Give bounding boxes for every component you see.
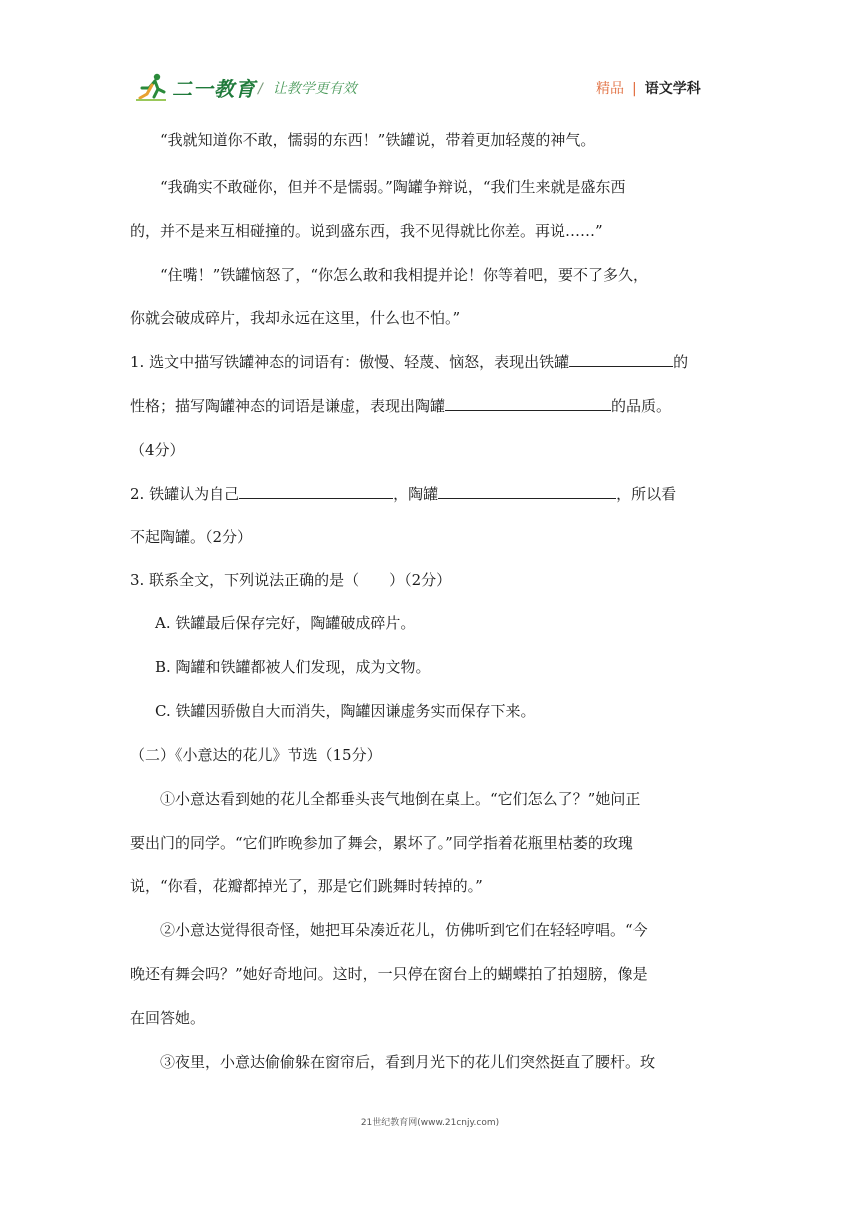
paragraph-line: 说，“你看，花瓣都掉光了，那是它们跳舞时转掉的。” [130, 877, 483, 895]
paragraph-line: ②小意达觉得很奇怪，她把耳朵凑近花儿，仿佛听到它们在轻轻哼唱。“今 [160, 921, 648, 939]
paragraph-line: “住嘴！”铁罐恼怒了，“你怎么敢和我相提并论！你等着吧，要不了多久， [160, 266, 649, 284]
option-c[interactable]: C. 铁罐因骄傲自大而消失，陶罐因谦虚务实而保存下来。 [155, 702, 536, 720]
question-text: 性格；描写陶罐神态的词语是谦虚，表现出陶罐 [130, 397, 446, 415]
question-1-line-2 [130, 392, 730, 420]
page-header [0, 0, 860, 110]
answer-blank[interactable] [445, 392, 611, 411]
paragraph-line: “我就知道你不敢，懦弱的东西！”铁罐说，带着更加轻蔑的神气。 [160, 131, 596, 149]
answer-blank[interactable] [569, 348, 673, 367]
question-text: 的品质。 [611, 397, 672, 415]
tag-separator: | [632, 81, 637, 97]
header-tag [596, 78, 701, 98]
slogan-separator: / [258, 81, 263, 97]
question-text: 1. 选文中描写铁罐神态的词语有：傲慢、轻蔑、恼怒，表现出铁罐 [130, 353, 570, 371]
brand-name: 二一教育 [172, 76, 256, 101]
section-title: （二）《小意达的花儿》节选（15分） [130, 746, 382, 764]
paragraph-line: 的，并不是来互相碰撞的。说到盛东西，我不见得就比你差。再说……” [130, 222, 603, 240]
subject-tag: 语文学科 [644, 81, 701, 97]
question-2-line-2: 不起陶罐。（2分） [130, 528, 253, 546]
question-1-line-1 [130, 348, 730, 376]
paragraph-line: “我确实不敢碰你，但并不是懦弱。”陶罐争辩说，“我们生来就是盛东西 [160, 178, 626, 196]
question-text: 2. 铁罐认为自己 [130, 485, 240, 503]
option-a[interactable]: A. 铁罐最后保存完好，陶罐破成碎片。 [155, 614, 416, 632]
option-b[interactable]: B. 陶罐和铁罐都被人们发现，成为文物。 [155, 658, 431, 676]
paragraph-line: 要出门的同学。“它们昨晚参加了舞会，累坏了。”同学指着花瓶里枯萎的玫瑰 [130, 834, 633, 852]
paragraph-line: 在回答她。 [130, 1009, 206, 1027]
question-score: （4分） [130, 441, 185, 459]
question-3: 3. 联系全文，下列说法正确的是（ ）（2分） [130, 571, 452, 589]
answer-blank[interactable] [438, 480, 616, 499]
document-body [130, 118, 730, 1076]
paragraph-line: ①小意达看到她的花儿全都垂头丧气地倒在桌上。“它们怎么了？”她问正 [160, 790, 641, 808]
question-text: ，陶罐 [393, 485, 439, 503]
slogan-text: 让教学更有效 [272, 81, 357, 97]
paragraph-line: 你就会破成碎片，我却永远在这里，什么也不怕。” [130, 309, 461, 327]
page-footer: 21世纪教育网(www.21cnjy.com) [360, 1118, 500, 1128]
quality-tag: 精品 [596, 81, 624, 97]
paragraph-line: 晚还有舞会吗？”她好奇地问。这时，一只停在窗台上的蝴蝶拍了拍翅膀，像是 [130, 965, 648, 983]
question-text: 的 [673, 353, 689, 371]
brand-logo [136, 72, 256, 102]
question-text: ，所以看 [616, 485, 677, 503]
question-2-line-1 [130, 480, 730, 508]
header-slogan [258, 78, 357, 98]
running-man-icon [136, 72, 170, 102]
paragraph-line: ③夜里，小意达偷偷躲在窗帘后，看到月光下的花儿们突然挺直了腰杆。玫 [160, 1053, 656, 1071]
answer-blank[interactable] [239, 480, 393, 499]
